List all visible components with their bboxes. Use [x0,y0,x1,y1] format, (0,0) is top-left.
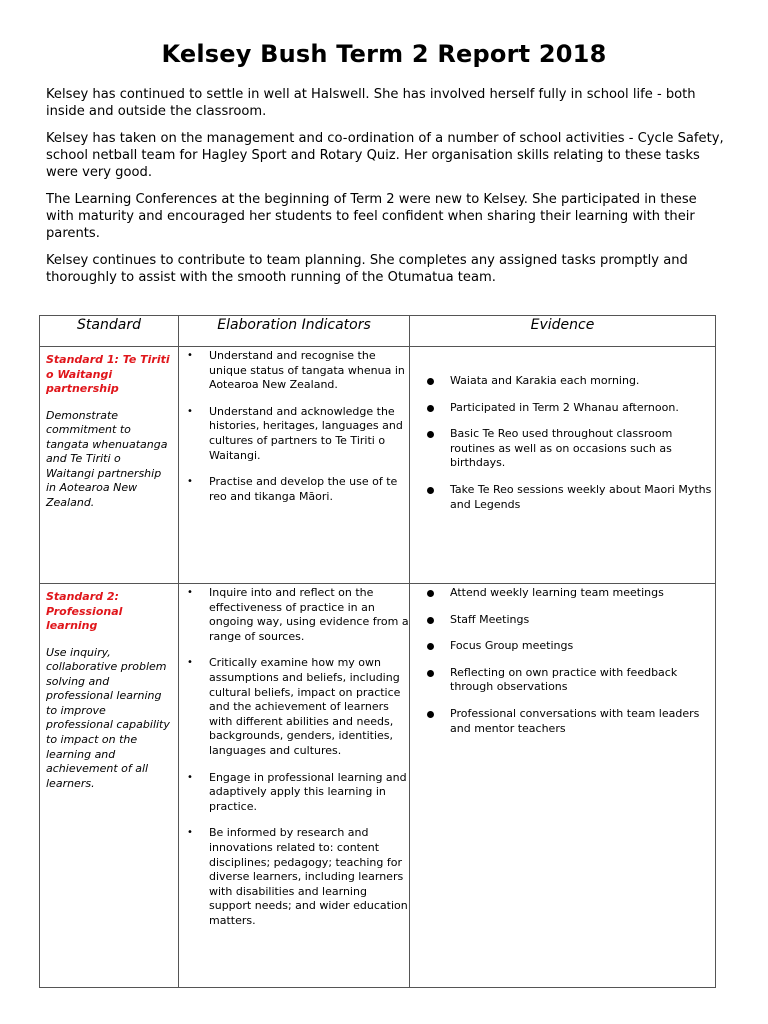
list-item: Staff Meetings [410,613,715,628]
list-item: • Critically examine how my own assumptions and beliefs, including cultural beliefs, impact on practice and the achievement of learners with different abilities and needs, backgrounds, genders, identities, languages and cultures. [179,656,409,758]
list-item: Professional conversations with team leaders and mentor teachers [410,707,715,736]
indicator-list [179,349,409,504]
evidence-cell [410,584,716,988]
report-title: Kelsey Bush Term 2 Report 2018 [161,40,607,68]
list-item: • Understand and acknowledge the histories, heritages, languages and cultures of partners to Te Tiriti o Waitangi. [179,405,409,463]
list-item: Focus Group meetings [410,639,715,654]
header-standard: Standard [40,316,179,347]
standard-description: Demonstrate commitment to tangata whenuatanga and Te Tiriti o Waitangi partnership in Aotearoa New Zealand. [46,408,168,510]
standard-cell [40,347,179,584]
evidence-list [410,586,715,736]
list-item: Participated in Term 2 Whanau afternoon. [410,401,715,416]
list-item: • Engage in professional learning and adaptively apply this learning in practice. [179,771,409,815]
list-item: • Practise and develop the use of te reo and tikanga Māori. [179,475,409,504]
table-row [40,584,716,988]
evidence-list [410,374,715,512]
header-evidence: Evidence [410,316,716,347]
list-item: Take Te Reo sessions weekly about Maori Myths and Legends [410,483,715,512]
summary-paragraph-1: Kelsey has continued to settle in well at Halswell. She has involved herself fully in school life - both inside and outside the classroom. [46,87,696,119]
list-item: Basic Te Reo used throughout classroom routines as well as on occasions such as birthdays. [410,427,715,471]
summary-paragraph-2: Kelsey has taken on the management and co-ordination of a number of school activities - Cycle Safety, school netball team for Hagley Sport and Rotary Quiz. Her organisation skills relating to these tasks were very good. [46,131,724,180]
table-header-row [40,316,716,347]
indicators-cell [179,584,410,988]
standard-title: Standard 2: Professional learning [46,590,123,632]
standard-description: Use inquiry, collaborative problem solving and professional learning to improve professional capability to impact on the learning and achievement of all learners. [46,645,170,790]
report-summary [46,86,726,296]
indicators-cell [179,347,410,584]
standard-title: Standard 1: Te Tiriti o Waitangi partnership [46,353,170,395]
list-item: Attend weekly learning team meetings [410,586,715,601]
list-item: • Be informed by research and innovations related to: content disciplines; pedagogy; teaching for diverse learners, including learners with disabilities and learning support needs; and wider education matters. [179,826,409,928]
summary-paragraph-3: The Learning Conferences at the beginning of Term 2 were new to Kelsey. She participated in these with maturity and encouraged her students to feel confident when sharing their learning with their parents. [46,192,697,241]
list-item: Reflecting on own practice with feedback through observations [410,666,715,695]
table-row [40,347,716,584]
list-item: • Inquire into and reflect on the effectiveness of practice in an ongoing way, using evidence from a range of sources. [179,586,409,644]
header-elaboration-indicators: Elaboration Indicators [179,316,410,347]
list-item: Waiata and Karakia each morning. [410,374,715,389]
indicator-list [179,586,409,928]
summary-paragraph-4: Kelsey continues to contribute to team planning. She completes any assigned tasks promptly and thoroughly to assist with the smooth running of the Otumatua team. [46,253,688,285]
list-item: • Understand and recognise the unique status of tangata whenua in Aotearoa New Zealand. [179,349,409,393]
standards-table [39,315,716,988]
standard-cell [40,584,179,988]
evidence-cell [410,347,716,584]
